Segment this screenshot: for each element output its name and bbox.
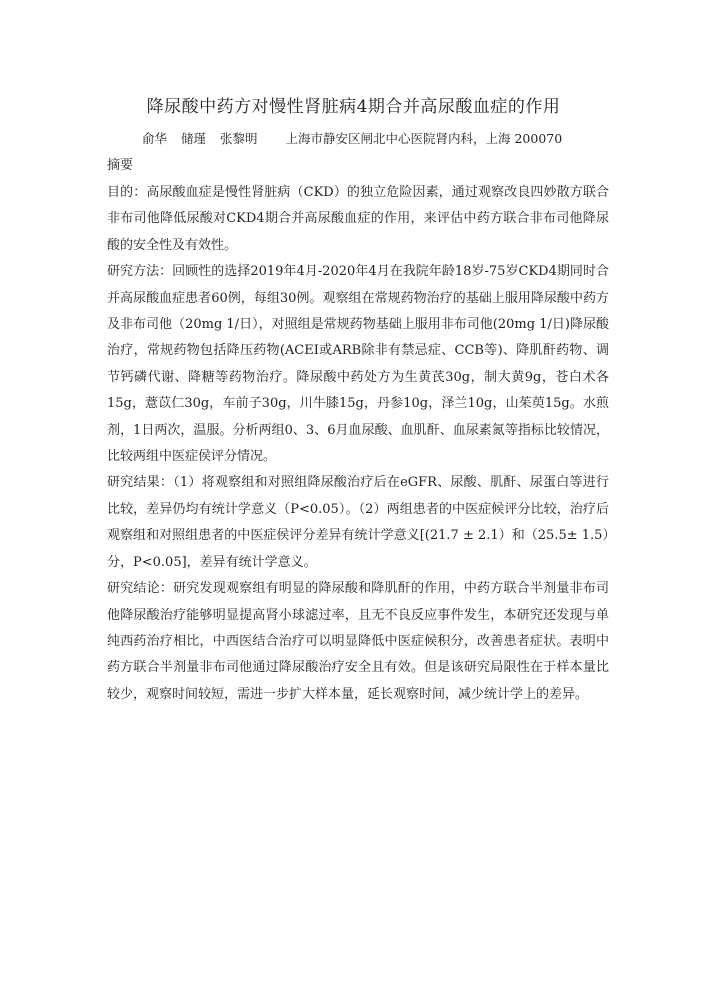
section-heading: 目的： xyxy=(107,185,147,200)
author-line xyxy=(142,129,562,147)
section-text: （1）将观察组和对照组降尿酸治疗后在eGFR、尿酸、肌酐、尿蛋白等进行比较，差异仍均有统计学意义（P<0.05）。（2）两组患者的中医症候评分比较，治疗后观察组和对照组患者的中医症侯评分差异有统计学意义[(21.7 ± 2.1）和（25.5± 1.5）分，P<0.05]，差异有统计学意义。 xyxy=(107,475,609,570)
author-name: 俞华 xyxy=(142,131,168,146)
abstract-label: 摘要 xyxy=(107,158,134,173)
affiliation: 上海市静安区闸北中心医院肾内科，上海 200070 xyxy=(285,131,563,146)
paper-title: 降尿酸中药方对慢性肾脏病4期合并高尿酸血症的作用 xyxy=(146,97,561,117)
section-heading: 研究方法： xyxy=(107,264,173,280)
abstract-section-methods xyxy=(107,259,609,470)
abstract-section-results xyxy=(107,470,609,576)
abstract-section-objective xyxy=(107,180,609,259)
section-heading: 研究结果： xyxy=(107,475,174,491)
section-text: 高尿酸血症是慢性肾脏病（CKD）的独立危险因素，通过观察改良四妙散方联合非布司他降低尿酸对CKD4期合并高尿酸血症的作用，来评估中药方联合非布司他降尿酸的安全性及有效性。 xyxy=(107,185,609,253)
abstract-section-conclusion xyxy=(107,576,609,708)
author-name: 张黎明 xyxy=(220,131,258,146)
author-name: 储瑾 xyxy=(181,131,207,146)
section-text: 研究发现观察组有明显的降尿酸和降肌酐的作用，中药方联合半剂量非布司他降尿酸治疗能够明显提高肾小球滤过率，且无不良反应事件发生，本研究还发现与单纯西药治疗相比，中西医结合治疗可以明显降低中医症候积分，改善患者症状。表明中药方联合半剂量非布司他通过降尿酸治疗安全且有效。但是该研究局限性在于样本量比较少，观察时间较短，需进一步扩大样本量，延长观察时间，减少统计学上的差异。 xyxy=(107,581,609,702)
section-text: 回顾性的选择2019年4月-2020年4月在我院年龄18岁-75岁CKD4期同时合并高尿酸血症患者60例，每组30例。观察组在常规药物治疗的基础上服用降尿酸中药方及非布司他（20mg 1/日），对照组是常规药物基础上服用非布司他(20mg 1/日)降尿酸治疗，常规药物包括降压药物(ACEI或ARB除非有禁忌症、CCB等)、降肌酐药物、调节钙磷代谢、降糖等药物治疗。降尿酸中药处方为生黄芪30g，制大黄9g，苍白术各15g，薏苡仁30g，车前子30g，川牛膝15g，丹参10g，泽兰10g，山茱萸15g。水煎剂，1日两次，温服。分析两组0、3、6月血尿酸、血肌酐、血尿素氮等指标比较情况，比较两组中医症侯评分情况。 xyxy=(107,264,609,465)
abstract-body xyxy=(107,180,609,708)
section-heading: 研究结论： xyxy=(107,581,174,597)
